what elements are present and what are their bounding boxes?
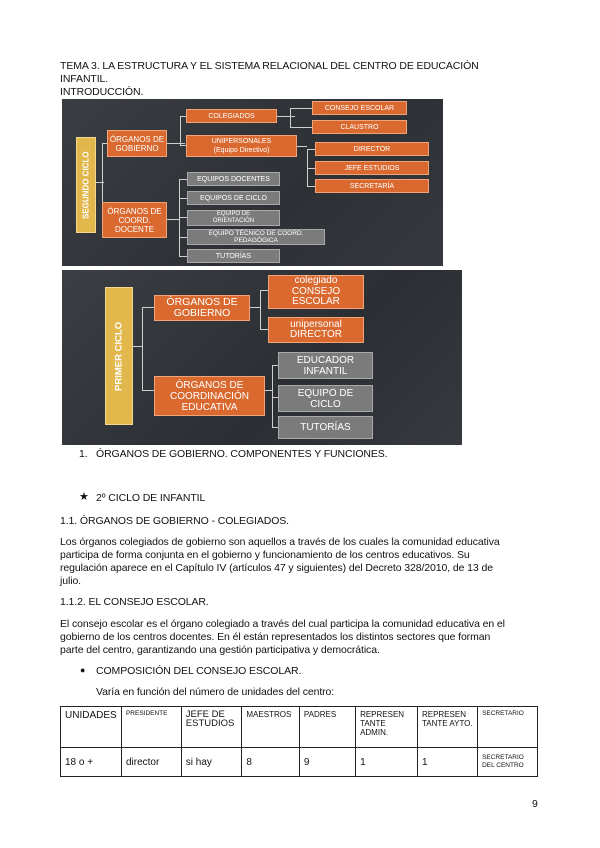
equipo-ciclo-node: EQUIPO DE CICLO xyxy=(278,385,373,412)
table-cell: 18 o + xyxy=(61,748,122,777)
table-cell: si hay xyxy=(181,748,242,777)
paragraph-2-line3: parte del centro, garantizando una gestión participativa y democrática. xyxy=(60,644,380,656)
document-title-line2: INFANTIL. xyxy=(60,73,109,85)
star-bullet-icon: ★ xyxy=(79,491,89,503)
heading-1-1-2: 1.1.2. EL CONSEJO ESCOLAR. xyxy=(60,596,209,608)
intro-heading: INTRODUCCIÓN. xyxy=(60,86,144,98)
primer-ciclo-label: PRIMER CICLO xyxy=(105,287,133,425)
educador-infantil-node: EDUCADOR INFANTIL xyxy=(278,352,373,379)
table-header: PADRES xyxy=(299,707,355,748)
varia-text: Varía en función del número de unidades del centro: xyxy=(96,686,335,698)
tutorias-node-2: TUTORÍAS xyxy=(278,416,373,439)
paragraph-2-line2: gobierno de los centros docentes. En él están representados los distintos sectores que forman xyxy=(60,631,491,643)
consejo-escolar-node: CONSEJO ESCOLAR xyxy=(312,101,407,115)
document-title-line1: TEMA 3. LA ESTRUCTURA Y EL SISTEMA RELACIONAL DEL CENTRO DE EDUCACIÓN xyxy=(60,60,479,72)
organos-gobierno-node: ÓRGANOS DE GOBIERNO xyxy=(107,130,167,157)
table-header-row xyxy=(61,707,538,748)
organos-coord-docente-node: ÓRGANOS DE COORD. DOCENTE xyxy=(102,202,167,238)
heading-1-1: 1.1. ÓRGANOS DE GOBIERNO - COLEGIADOS. xyxy=(60,515,289,527)
table-cell: 8 xyxy=(242,748,300,777)
table-row xyxy=(61,748,538,777)
paragraph-1-line3: regulación aparece en el Capítulo IV (artículos 47 y siguientes) del Decreto 328/2010, de 13 de xyxy=(60,562,493,574)
equipo-orientacion-node: EQUIPO DE ORIENTACIÓN xyxy=(187,210,280,226)
primer-ciclo-diagram xyxy=(62,270,462,445)
bullet-icon: ● xyxy=(80,665,86,675)
table-header: MAESTROS xyxy=(242,707,300,748)
segundo-ciclo-label: SEGUNDO CICLO xyxy=(76,137,96,233)
equipos-docentes-node: EQUIPOS DOCENTES xyxy=(187,172,280,186)
organos-gobierno-node-2: ÓRGANOS DE GOBIERNO xyxy=(154,295,250,321)
table-cell: 1 xyxy=(417,748,477,777)
paragraph-1-line1: Los órganos colegiados de gobierno son aquellos a través de los cuales la comunidad educativa xyxy=(60,536,500,548)
table-header: REPRESEN TANTE ADMIN. xyxy=(356,707,418,748)
unipersonales-node: UNIPERSONALES (Equipo Directivo) xyxy=(186,135,297,157)
tutorias-node-1: TUTORÍAS xyxy=(187,249,280,263)
table-header: JEFE DE ESTUDIOS xyxy=(181,707,242,748)
equipos-ciclo-node: EQUIPOS DE CICLO xyxy=(187,191,280,205)
ciclo-heading: 2º CICLO DE INFANTIL xyxy=(96,492,206,504)
table-header: PRESIDENTE xyxy=(121,707,181,748)
table-header: SECRETARIO xyxy=(478,707,538,748)
paragraph-1-line4: julio. xyxy=(60,575,81,587)
segundo-ciclo-diagram xyxy=(62,99,443,266)
table-header: REPRESEN TANTE AYTO. xyxy=(417,707,477,748)
jefe-estudios-node: JEFE ESTUDIOS xyxy=(315,161,429,175)
organos-coordinacion-node: ÓRGANOS DE COORDINACIÓN EDUCATIVA xyxy=(154,376,265,416)
table-cell: director xyxy=(121,748,181,777)
paragraph-1-line2: participa de forma conjunta en el gobierno y funcionamiento de los centros educativos. Su xyxy=(60,549,470,561)
composicion-heading: COMPOSICIÓN DEL CONSEJO ESCOLAR. xyxy=(96,665,302,677)
unipersonal-director-node: unipersonal DIRECTOR xyxy=(268,317,364,343)
section-heading-1: ÓRGANOS DE GOBIERNO. COMPONENTES Y FUNCIONES. xyxy=(96,448,388,460)
secretaria-node: SECRETARÍA xyxy=(315,179,429,193)
table-header: UNIDADES xyxy=(61,707,122,748)
claustro-node: CLAUSTRO xyxy=(312,120,407,134)
table-cell: 1 xyxy=(356,748,418,777)
page-number: 9 xyxy=(532,798,538,810)
colegiado-consejo-node: colegiado CONSEJO ESCOLAR xyxy=(268,275,364,309)
director-node: DIRECTOR xyxy=(315,142,429,156)
paragraph-2-line1: El consejo escolar es el órgano colegiado a través del cual participa la comunidad educativa en el xyxy=(60,618,505,630)
etcp-node: EQUIPO TÉCNICO DE COORD. PEDAGÓGICA xyxy=(187,229,325,245)
colegiados-node: COLEGIADOS xyxy=(186,109,277,123)
list-number-1: 1. xyxy=(79,448,88,460)
composition-table xyxy=(60,706,538,777)
table-cell: 9 xyxy=(299,748,355,777)
table-cell: SECRETARIO DEL CENTRO xyxy=(478,748,538,777)
